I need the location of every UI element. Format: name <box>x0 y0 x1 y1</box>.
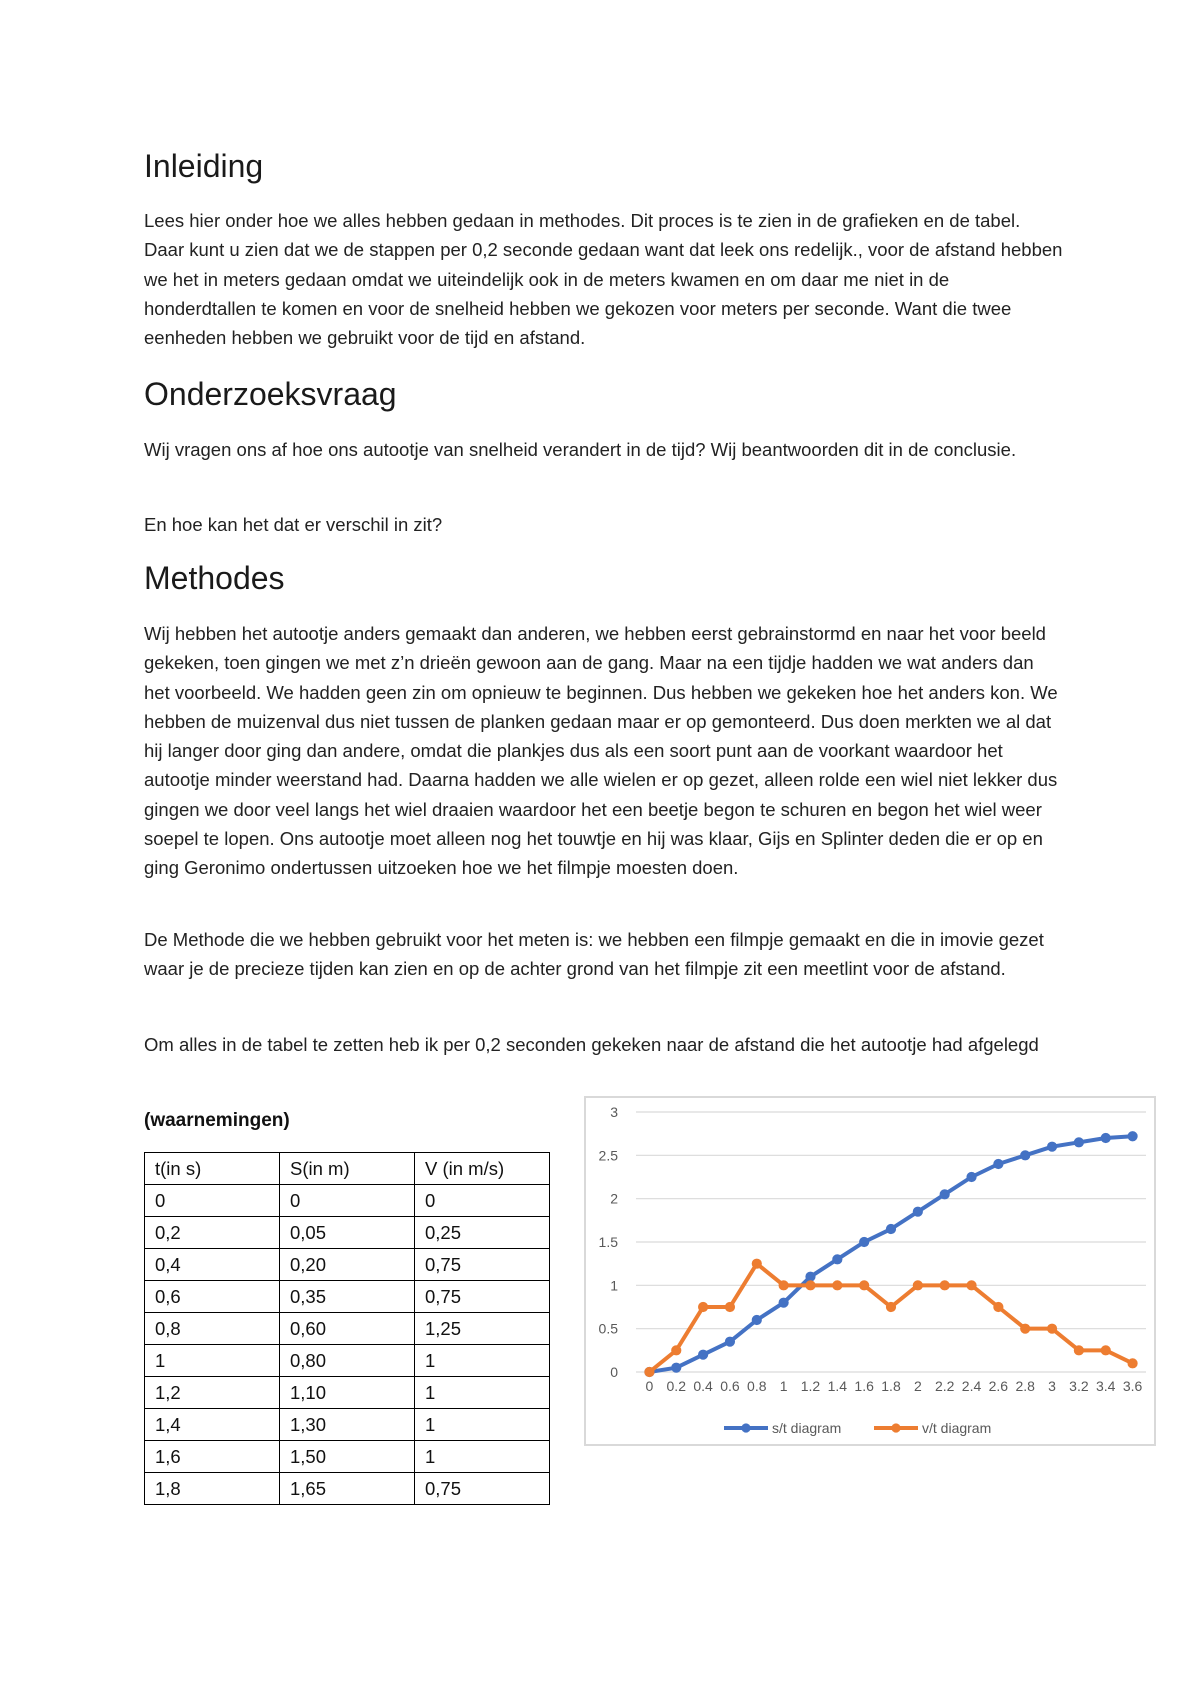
table-header-cell: V (in m/s) <box>415 1153 550 1185</box>
table-cell: 0,75 <box>415 1473 550 1505</box>
table-cell: 0,4 <box>145 1249 280 1281</box>
table-row <box>145 1249 550 1281</box>
table-row <box>145 1281 550 1313</box>
section-methodes <box>144 558 1064 598</box>
y-tick-label: 2.5 <box>598 1147 618 1164</box>
data-point <box>967 1281 976 1290</box>
methodes-paragraph-3: Om alles in de tabel te zetten heb ik per 0,2 seconden gekeken naar de afstand die het autootje had afgelegd <box>144 1034 1039 1055</box>
table-row <box>145 1441 550 1473</box>
table-cell: 1,30 <box>280 1409 415 1441</box>
table-cell: 1 <box>415 1345 550 1377</box>
y-tick-label: 3 <box>610 1104 618 1120</box>
data-point <box>1021 1151 1030 1160</box>
x-tick-label: 1.8 <box>881 1378 901 1394</box>
data-point <box>940 1281 949 1290</box>
data-point <box>779 1281 788 1290</box>
data-point <box>806 1272 815 1281</box>
data-point <box>860 1281 869 1290</box>
table-cell: 1,65 <box>280 1473 415 1505</box>
x-tick-label: 1.6 <box>854 1378 874 1394</box>
table-cell: 1 <box>415 1441 550 1473</box>
inleiding-text-block <box>144 206 1064 352</box>
table-cell: 1,50 <box>280 1441 415 1473</box>
observations-table <box>144 1152 550 1505</box>
methodes-text-block-3 <box>144 1030 1064 1059</box>
data-point <box>1074 1138 1083 1147</box>
x-tick-label: 3.4 <box>1096 1378 1116 1394</box>
table-cell: 1 <box>145 1345 280 1377</box>
table-cell: 1 <box>415 1377 550 1409</box>
data-point <box>833 1281 842 1290</box>
data-point <box>1074 1346 1083 1355</box>
table-cell: 0,2 <box>145 1217 280 1249</box>
table-cell: 1,6 <box>145 1441 280 1473</box>
table-cell: 0,60 <box>280 1313 415 1345</box>
x-tick-label: 1 <box>779 1378 788 1394</box>
chart-canvas <box>586 1098 1154 1444</box>
x-tick-label: 0.2 <box>666 1378 686 1394</box>
section-onderzoeksvraag <box>144 374 1064 414</box>
line-chart <box>584 1096 1156 1446</box>
methodes-paragraph-2: De Methode die we hebben gebruikt voor het meten is: we hebben een filmpje gemaakt en die in imovie gezet waar je de precieze tijden kan zien en op de achter grond van het filmpje zit een meetlint voor de afstand. <box>144 929 1044 980</box>
onderzoeksvraag-paragraph-2: En hoe kan het dat er verschil in zit? <box>144 514 443 535</box>
data-point <box>699 1302 708 1311</box>
onderzoeksvraag-paragraph-1: Wij vragen ons af hoe ons autootje van snelheid verandert in de tijd? Wij beantwoorden dit in de conclusie. <box>144 439 1017 460</box>
table-cell: 1 <box>415 1409 550 1441</box>
data-point <box>940 1190 949 1199</box>
x-tick-label: 2.8 <box>1015 1378 1035 1394</box>
observations-heading: (waarnemingen) <box>144 1110 290 1131</box>
legend-label: s/t diagram <box>772 1420 842 1436</box>
x-tick-label: 0.4 <box>693 1378 713 1394</box>
data-point <box>699 1350 708 1359</box>
y-tick-label: 0 <box>610 1364 618 1380</box>
table-cell: 0 <box>280 1185 415 1217</box>
legend-swatch-marker <box>891 1423 900 1432</box>
table-cell: 0 <box>415 1185 550 1217</box>
table-cell: 1,8 <box>145 1473 280 1505</box>
x-tick-label: 0.6 <box>720 1378 740 1394</box>
x-tick-label: 1.2 <box>800 1378 821 1394</box>
x-tick-label: 0 <box>645 1378 654 1394</box>
data-point <box>645 1367 654 1376</box>
y-tick-label: 1 <box>610 1277 618 1294</box>
y-tick-label: 1.5 <box>598 1234 618 1250</box>
table-header-cell: t(in s) <box>145 1153 280 1185</box>
data-point <box>860 1237 869 1246</box>
methodes-paragraph-1: Wij hebben het autootje anders gemaakt dan anderen, we hebben eerst gebrainstormd en naar het voor beeld gekeken, toen gingen we met z’n drieën gewoon aan de gang. Maar na een tijdje hadden we wat anders dan het voorbeeld. We hadden geen zin om opnieuw te beginnen. Dus hebben we gekeken hoe het anders kon. We hebben de muizenval dus niet tussen de planken gedaan maar er op gemonteerd. Dus doen merkten we al dat hij langer door ging dan andere, omdat die plankjes dus als een soort punt aan de voorkant waardoor het autootje minder weerstand had. Daarna hadden we alle wielen er op gezet, alleen rolde een wiel niet lekker dus gingen we door veel langs het wiel draaien waardoor het een beetje begon te schuren en begon het wiel weer soepel te lopen. Ons autootje moet alleen nog het touwtje en hij was klaar, Gijs en Splinter deden die er op en ging Geronimo ondertussen uitzoeken hoe we het filmpje moesten doen. <box>144 623 1058 879</box>
data-point <box>913 1281 922 1290</box>
data-point <box>1047 1324 1056 1333</box>
x-tick-label: 3 <box>1048 1378 1056 1394</box>
data-point <box>725 1302 734 1311</box>
legend-swatch-marker <box>741 1423 750 1432</box>
table-cell: 0,75 <box>415 1281 550 1313</box>
data-point <box>1101 1346 1110 1355</box>
x-tick-label: 3.2 <box>1069 1378 1089 1394</box>
x-tick-label: 0.8 <box>747 1378 767 1394</box>
table-cell: 0,75 <box>415 1249 550 1281</box>
data-point <box>752 1259 761 1268</box>
table-cell: 0,35 <box>280 1281 415 1313</box>
x-tick-label: 2 <box>913 1378 922 1394</box>
onderzoeksvraag-text-block-2 <box>144 510 1064 539</box>
x-tick-label: 3.6 <box>1122 1378 1143 1394</box>
methodes-text-block-1 <box>144 619 1064 883</box>
x-tick-label: 1.4 <box>827 1378 848 1394</box>
table-row <box>145 1345 550 1377</box>
table-cell: 0,80 <box>280 1345 415 1377</box>
table-cell: 0,25 <box>415 1217 550 1249</box>
heading-inleiding: Inleiding <box>144 148 264 184</box>
table-header-row <box>145 1153 550 1185</box>
data-point <box>779 1298 788 1307</box>
data-point <box>1128 1132 1137 1141</box>
table-row <box>145 1217 550 1249</box>
table-cell: 1,25 <box>415 1313 550 1345</box>
x-tick-label: 2.6 <box>988 1378 1009 1394</box>
data-point <box>913 1207 922 1216</box>
legend-label: v/t diagram <box>922 1420 992 1436</box>
data-point <box>672 1346 681 1355</box>
data-point <box>1128 1359 1137 1368</box>
data-point <box>833 1255 842 1264</box>
table-cell: 0,6 <box>145 1281 280 1313</box>
table-cell: 0 <box>145 1185 280 1217</box>
heading-onderzoeksvraag: Onderzoeksvraag <box>144 376 397 412</box>
table-row <box>145 1409 550 1441</box>
heading-methodes: Methodes <box>144 560 285 596</box>
data-point <box>725 1337 734 1346</box>
series-line-v-t <box>649 1264 1132 1372</box>
data-point <box>967 1172 976 1181</box>
table-header-cell: S(in m) <box>280 1153 415 1185</box>
inleiding-paragraph: Lees hier onder hoe we alles hebben gedaan in methodes. Dit proces is te zien in de grafieken en de tabel. Daar kunt u zien dat we de stappen per 0,2 seconde gedaan want dat leek ons redelijk., voor de afstand hebben we het in meters gedaan omdat we uiteindelijk ook in de meters kwamen en om daar me niet in de honderdtallen te komen en voor de snelheid hebben we gekozen voor meters per seconde. Want die twee eenheden hebben we gebruikt voor de tijd en afstand. <box>144 210 1063 349</box>
table-cell: 0,20 <box>280 1249 415 1281</box>
table-cell: 1,2 <box>145 1377 280 1409</box>
table-cell: 0,8 <box>145 1313 280 1345</box>
y-tick-label: 2 <box>610 1190 618 1207</box>
data-point <box>886 1302 895 1311</box>
data-point <box>1021 1324 1030 1333</box>
data-point <box>1047 1142 1056 1151</box>
data-point <box>886 1224 895 1233</box>
table-row <box>145 1185 550 1217</box>
table-row <box>145 1377 550 1409</box>
data-point <box>806 1281 815 1290</box>
table-cell: 0,05 <box>280 1217 415 1249</box>
onderzoeksvraag-text-block <box>144 435 1064 464</box>
data-point <box>1101 1133 1110 1142</box>
x-tick-label: 2.4 <box>961 1378 982 1394</box>
table-cell: 1,10 <box>280 1377 415 1409</box>
table-row <box>145 1473 550 1505</box>
data-point <box>752 1315 761 1324</box>
table-row <box>145 1313 550 1345</box>
x-tick-label: 2.2 <box>934 1378 955 1394</box>
data-point <box>994 1302 1003 1311</box>
data-point <box>994 1159 1003 1168</box>
table-cell: 1,4 <box>145 1409 280 1441</box>
methodes-text-block-2 <box>144 925 1064 984</box>
data-point <box>672 1363 681 1372</box>
section-inleiding <box>144 146 1064 186</box>
y-tick-label: 0.5 <box>598 1320 618 1337</box>
